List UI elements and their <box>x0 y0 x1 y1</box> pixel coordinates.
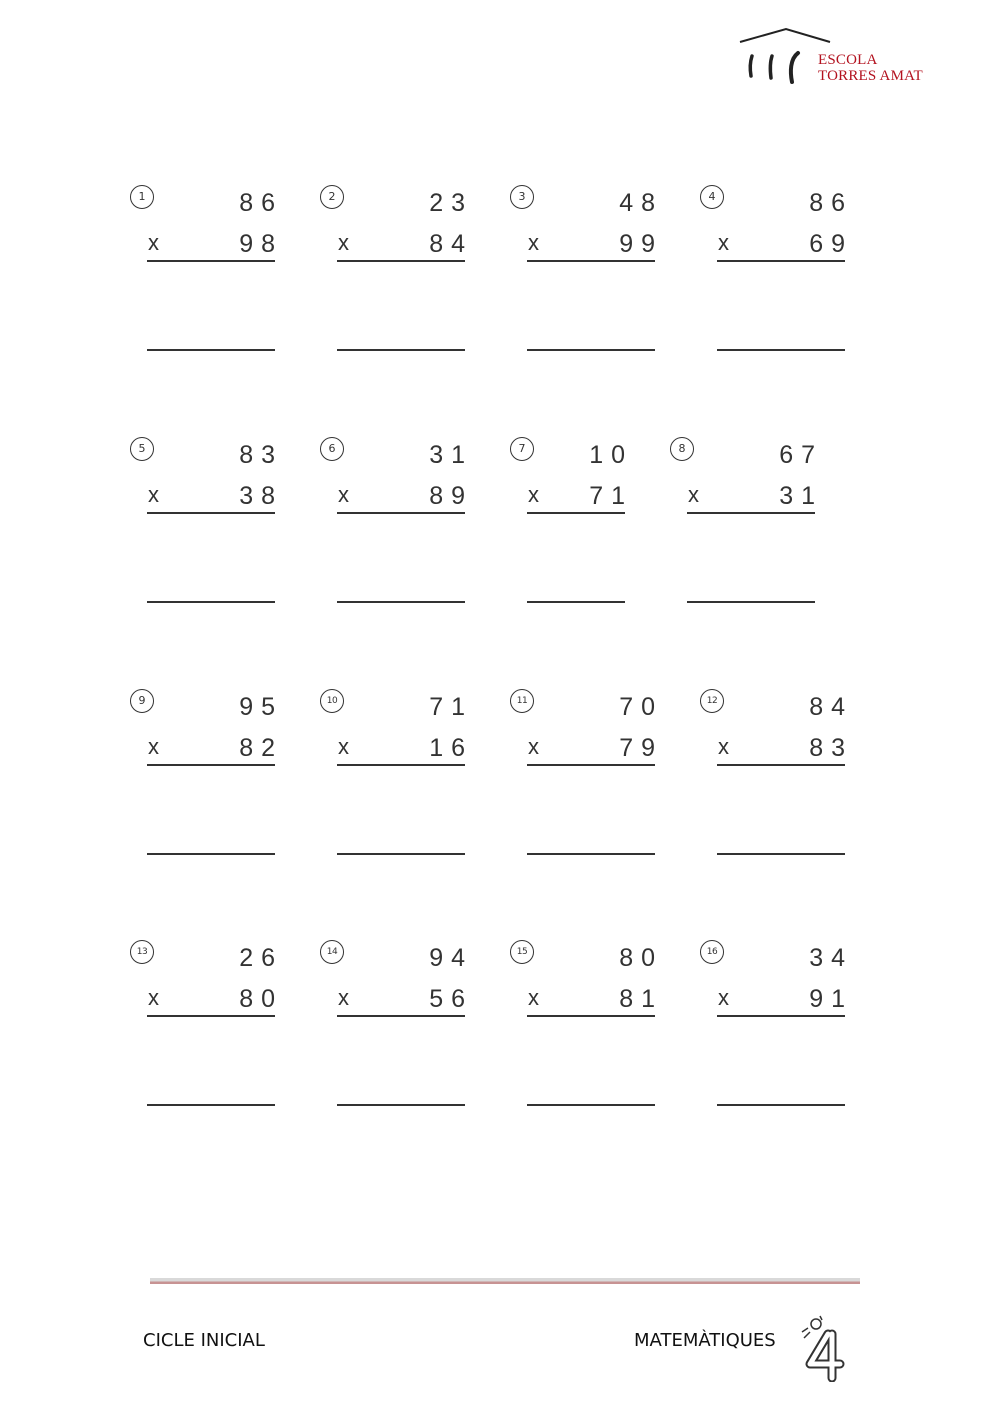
answer-line <box>147 853 275 855</box>
multiplicand: 48 <box>619 189 663 217</box>
school-name-line1: ESCOLA <box>818 52 878 68</box>
problem-5 <box>130 437 283 637</box>
answer-line <box>147 1104 275 1106</box>
operation-rule <box>527 764 655 766</box>
operation-rule <box>337 512 465 514</box>
problem-13 <box>130 940 283 1140</box>
multiply-sign: x <box>148 985 159 1010</box>
answer-line <box>717 349 845 351</box>
operation-rule <box>687 512 815 514</box>
multiply-sign: x <box>718 985 729 1010</box>
problem-number: 3 <box>510 185 534 209</box>
operation-rule <box>147 764 275 766</box>
problem-number: 7 <box>510 437 534 461</box>
answer-line <box>147 601 275 603</box>
multiplier: 81 <box>619 985 663 1013</box>
problem-1 <box>130 185 283 385</box>
multiply-sign: x <box>528 230 539 255</box>
answer-line <box>337 349 465 351</box>
multiplicand: 70 <box>619 693 663 721</box>
multiplicand: 71 <box>429 693 473 721</box>
problem-10 <box>320 689 473 889</box>
problem-number: 4 <box>700 185 724 209</box>
answer-line <box>337 853 465 855</box>
multiply-sign: x <box>148 734 159 759</box>
multiplicand: 80 <box>619 944 663 972</box>
problem-number: 16 <box>700 940 724 964</box>
problem-number: 9 <box>130 689 154 713</box>
multiplicand: 84 <box>809 693 853 721</box>
problem-12 <box>700 689 853 889</box>
multiplicand: 26 <box>239 944 283 972</box>
problem-14 <box>320 940 473 1140</box>
problem-7 <box>510 437 660 637</box>
problem-number: 14 <box>320 940 344 964</box>
answer-line <box>527 1104 655 1106</box>
answer-line <box>527 349 655 351</box>
multiply-sign: x <box>338 230 349 255</box>
multiplier: 83 <box>809 734 853 762</box>
problem-11 <box>510 689 663 889</box>
operation-rule <box>337 260 465 262</box>
multiplier: 91 <box>809 985 853 1013</box>
operation-rule <box>717 764 845 766</box>
multiplier: 80 <box>239 985 283 1013</box>
problem-8 <box>670 437 823 637</box>
operation-rule <box>527 1015 655 1017</box>
multiplier: 79 <box>619 734 663 762</box>
problem-number: 2 <box>320 185 344 209</box>
multiplicand: 95 <box>239 693 283 721</box>
multiplier: 31 <box>779 482 823 510</box>
multiplicand: 31 <box>429 441 473 469</box>
problem-16 <box>700 940 853 1140</box>
operation-rule <box>717 260 845 262</box>
problem-number: 12 <box>700 689 724 713</box>
operation-rule <box>527 260 655 262</box>
multiply-sign: x <box>528 985 539 1010</box>
multiplicand: 83 <box>239 441 283 469</box>
school-name-line2: TORRES AMAT <box>818 68 923 84</box>
multiplicand: 86 <box>809 189 853 217</box>
problem-9 <box>130 689 283 889</box>
problem-number: 10 <box>320 689 344 713</box>
answer-line <box>687 601 815 603</box>
multiplier: 71 <box>589 482 633 510</box>
multiplier: 38 <box>239 482 283 510</box>
multiplier: 98 <box>239 230 283 258</box>
problem-4 <box>700 185 853 385</box>
operation-rule <box>147 1015 275 1017</box>
operation-rule <box>147 260 275 262</box>
multiplier: 89 <box>429 482 473 510</box>
multiply-sign: x <box>148 482 159 507</box>
multiplicand: 34 <box>809 944 853 972</box>
multiplicand: 67 <box>779 441 823 469</box>
problem-number: 15 <box>510 940 534 964</box>
answer-line <box>147 349 275 351</box>
problem-2 <box>320 185 473 385</box>
answer-line <box>337 601 465 603</box>
problem-6 <box>320 437 473 637</box>
answer-line <box>527 601 625 603</box>
problem-number: 6 <box>320 437 344 461</box>
problem-number: 5 <box>130 437 154 461</box>
problem-number: 11 <box>510 689 534 713</box>
answer-line <box>717 853 845 855</box>
footer-subject-label: MATEMÀTIQUES <box>634 1330 776 1351</box>
multiplier: 56 <box>429 985 473 1013</box>
school-name <box>818 52 923 84</box>
operation-rule <box>337 1015 465 1017</box>
problem-number: 13 <box>130 940 154 964</box>
operation-rule <box>527 512 625 514</box>
multiplier: 16 <box>429 734 473 762</box>
multiplicand: 86 <box>239 189 283 217</box>
number-four-mascot-icon <box>798 1312 860 1382</box>
multiplicand: 23 <box>429 189 473 217</box>
multiplier: 82 <box>239 734 283 762</box>
footer-divider <box>150 1278 860 1284</box>
answer-line <box>527 853 655 855</box>
answer-line <box>337 1104 465 1106</box>
multiply-sign: x <box>528 482 539 507</box>
problem-15 <box>510 940 663 1140</box>
multiply-sign: x <box>338 985 349 1010</box>
multiplier: 84 <box>429 230 473 258</box>
problem-number: 1 <box>130 185 154 209</box>
multiply-sign: x <box>148 230 159 255</box>
multiply-sign: x <box>338 734 349 759</box>
answer-line <box>717 1104 845 1106</box>
multiply-sign: x <box>338 482 349 507</box>
multiplicand: 94 <box>429 944 473 972</box>
multiply-sign: x <box>528 734 539 759</box>
footer-cycle-label: CICLE INICIAL <box>143 1330 265 1351</box>
multiplier: 99 <box>619 230 663 258</box>
multiplicand: 10 <box>589 441 633 469</box>
multiply-sign: x <box>718 734 729 759</box>
operation-rule <box>717 1015 845 1017</box>
multiply-sign: x <box>718 230 729 255</box>
problem-number: 8 <box>670 437 694 461</box>
operation-rule <box>147 512 275 514</box>
operation-rule <box>337 764 465 766</box>
multiply-sign: x <box>688 482 699 507</box>
problem-3 <box>510 185 663 385</box>
multiplier: 69 <box>809 230 853 258</box>
